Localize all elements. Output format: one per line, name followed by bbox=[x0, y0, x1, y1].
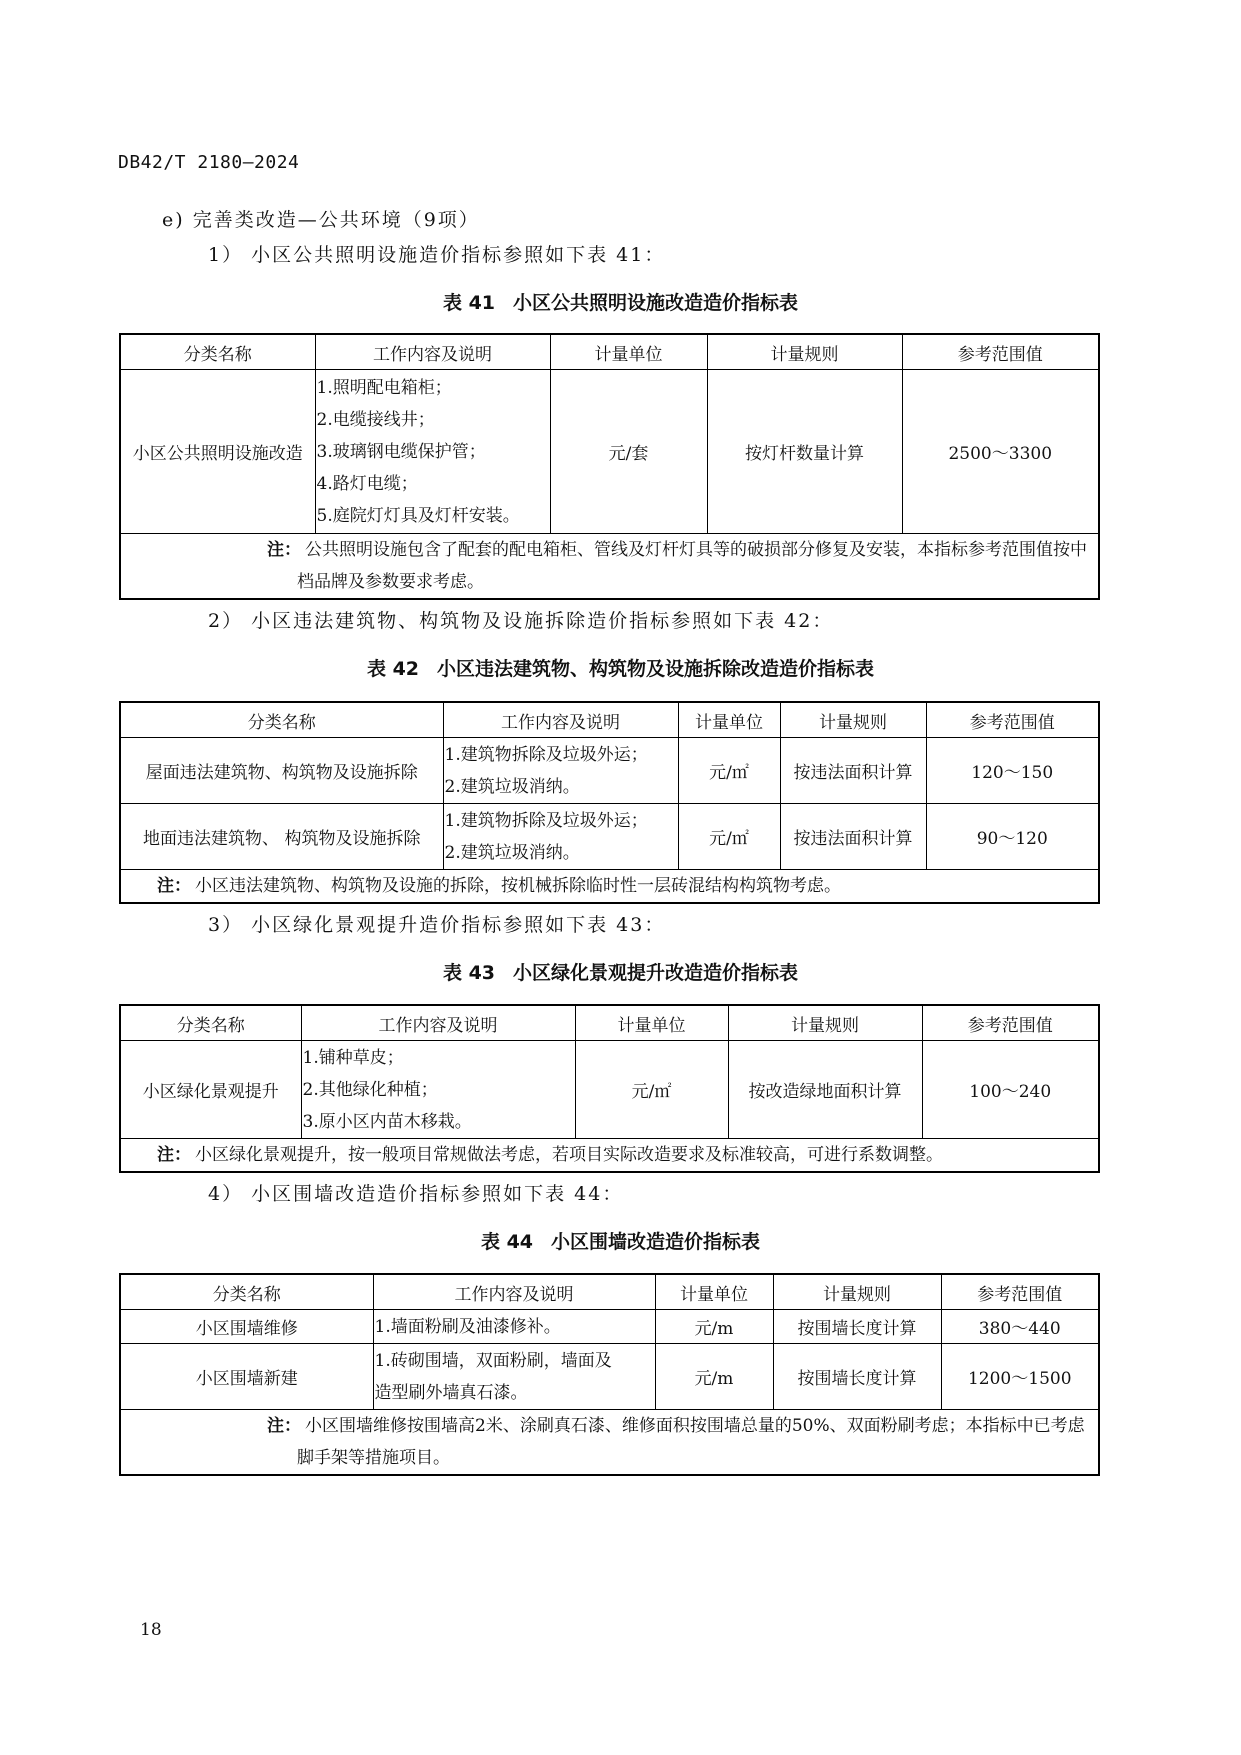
table42-header-rule: 计量规则 bbox=[780, 702, 926, 738]
table-row bbox=[120, 370, 1099, 534]
table41-intro: 1） 小区公共照明设施造价指标参照如下表 41： bbox=[208, 244, 666, 266]
table43-header-rule: 计量规则 bbox=[728, 1005, 922, 1041]
table-row bbox=[120, 1344, 1099, 1410]
note-label: 注： bbox=[267, 540, 301, 560]
list-item: 4.路灯电缆； bbox=[316, 473, 418, 494]
table-row bbox=[120, 738, 1099, 804]
table42-caption bbox=[0, 654, 1241, 681]
list-item: 3.原小区内苗木移栽。 bbox=[302, 1111, 472, 1132]
table41-header-content: 工作内容及说明 bbox=[315, 334, 550, 370]
table41-header-range: 参考范围值 bbox=[902, 334, 1099, 370]
category-cell: 屋面违法建筑物、构筑物及设施拆除 bbox=[120, 738, 443, 804]
table42-note-row bbox=[120, 870, 1099, 904]
table44-header-range: 参考范围值 bbox=[941, 1274, 1099, 1310]
category-cell: 小区绿化景观提升 bbox=[120, 1041, 301, 1139]
rule-cell: 按违法面积计算 bbox=[780, 738, 926, 804]
table42-header-category: 分类名称 bbox=[120, 702, 443, 738]
list-item: 1.墙面粉刷及油漆修补。 bbox=[374, 1316, 561, 1337]
rule-cell: 按灯杆数量计算 bbox=[707, 370, 902, 534]
category-cell: 小区围墙新建 bbox=[120, 1344, 373, 1410]
note-text: 公共照明设施包含了配套的配电箱柜、管线及灯杆灯具等的破损部分修复及安装，本指标参考范围值按中档品牌及参数要求考虑。 bbox=[297, 540, 1087, 592]
list-item: 3.玻璃钢电缆保护管； bbox=[316, 441, 486, 462]
note-label: 注： bbox=[157, 1145, 191, 1165]
table43 bbox=[119, 1004, 1100, 1173]
range-cell: 120～150 bbox=[926, 738, 1099, 804]
content-cell bbox=[373, 1310, 655, 1344]
content-cell bbox=[373, 1344, 655, 1410]
category-cell: 小区公共照明设施改造 bbox=[120, 370, 315, 534]
table44-caption-number: 表 44 bbox=[480, 1231, 534, 1253]
table42-header-row bbox=[120, 702, 1099, 738]
table41-caption-title: 小区公共照明设施改造造价指标表 bbox=[513, 292, 799, 314]
table42-intro: 2） 小区违法建筑物、构筑物及设施拆除造价指标参照如下表 42： bbox=[208, 610, 834, 632]
table44-header-row bbox=[120, 1274, 1099, 1310]
category-cell: 地面违法建筑物、 构筑物及设施拆除 bbox=[120, 804, 443, 870]
list-item: 2.建筑垃圾消纳。 bbox=[444, 776, 580, 797]
table42-note bbox=[120, 870, 1099, 904]
table44-header-category: 分类名称 bbox=[120, 1274, 373, 1310]
category-cell: 小区围墙维修 bbox=[120, 1310, 373, 1344]
note-text: 小区绿化景观提升，按一般项目常规做法考虑，若项目实际改造要求及标准较高，可进行系数调整。 bbox=[195, 1145, 943, 1165]
table44-note bbox=[120, 1410, 1099, 1476]
unit-cell: 元/套 bbox=[550, 370, 707, 534]
list-item: 1.建筑物拆除及垃圾外运； bbox=[444, 810, 648, 831]
table41 bbox=[119, 333, 1100, 600]
table43-note-row bbox=[120, 1139, 1099, 1173]
table-row bbox=[120, 1310, 1099, 1344]
table43-header-row bbox=[120, 1005, 1099, 1041]
list-item: 2.建筑垃圾消纳。 bbox=[444, 842, 580, 863]
table-row bbox=[120, 804, 1099, 870]
rule-cell: 按改造绿地面积计算 bbox=[728, 1041, 922, 1139]
table41-header-row bbox=[120, 334, 1099, 370]
table43-caption-number: 表 43 bbox=[442, 962, 496, 984]
table43-header-category: 分类名称 bbox=[120, 1005, 301, 1041]
note-label: 注： bbox=[267, 1416, 301, 1436]
range-cell: 2500～3300 bbox=[902, 370, 1099, 534]
table44-header-content: 工作内容及说明 bbox=[373, 1274, 655, 1310]
table42-caption-number: 表 42 bbox=[366, 658, 420, 680]
list-item: 5.庭院灯灯具及灯杆安装。 bbox=[316, 505, 520, 526]
range-cell: 1200～1500 bbox=[941, 1344, 1099, 1410]
content-cell bbox=[301, 1041, 575, 1139]
rule-cell: 按违法面积计算 bbox=[780, 804, 926, 870]
table43-header-range: 参考范围值 bbox=[922, 1005, 1099, 1041]
table41-header-rule: 计量规则 bbox=[707, 334, 902, 370]
table43-intro: 3） 小区绿化景观提升造价指标参照如下表 43： bbox=[208, 914, 666, 936]
table43-note bbox=[120, 1139, 1099, 1173]
content-cell bbox=[315, 370, 550, 534]
table41-note-row bbox=[120, 534, 1099, 600]
table42 bbox=[119, 701, 1100, 904]
table42-header-content: 工作内容及说明 bbox=[443, 702, 678, 738]
table41-note bbox=[120, 534, 1099, 600]
list-item: 造型刷外墙真石漆。 bbox=[374, 1382, 528, 1403]
note-text: 小区违法建筑物、构筑物及设施的拆除，按机械拆除临时性一层砖混结构构筑物考虑。 bbox=[195, 876, 841, 896]
rule-cell: 按围墙长度计算 bbox=[773, 1310, 941, 1344]
unit-cell: 元/m bbox=[655, 1310, 773, 1344]
table44 bbox=[119, 1273, 1100, 1476]
table41-header-category: 分类名称 bbox=[120, 334, 315, 370]
content-cell bbox=[443, 738, 678, 804]
note-text: 小区围墙维修按围墙高2米、涂刷真石漆、维修面积按围墙总量的50%、双面粉刷考虑；本指标中已考虑脚手架等措施项目。 bbox=[297, 1416, 1085, 1468]
table41-header-unit: 计量单位 bbox=[550, 334, 707, 370]
table41-caption-number: 表 41 bbox=[442, 292, 496, 314]
unit-cell: 元/㎡ bbox=[575, 1041, 728, 1139]
table44-caption bbox=[0, 1227, 1241, 1254]
unit-cell: 元/m bbox=[655, 1344, 773, 1410]
content-cell bbox=[443, 804, 678, 870]
table44-intro: 4） 小区围墙改造造价指标参照如下表 44： bbox=[208, 1183, 624, 1205]
table42-caption-title: 小区违法建筑物、构筑物及设施拆除改造造价指标表 bbox=[437, 658, 875, 680]
table44-header-unit: 计量单位 bbox=[655, 1274, 773, 1310]
note-label: 注： bbox=[157, 876, 191, 896]
table-row bbox=[120, 1041, 1099, 1139]
table43-header-content: 工作内容及说明 bbox=[301, 1005, 575, 1041]
list-item: 2.其他绿化种植； bbox=[302, 1079, 438, 1100]
table44-header-rule: 计量规则 bbox=[773, 1274, 941, 1310]
table44-caption-title: 小区围墙改造造价指标表 bbox=[551, 1231, 761, 1253]
table41-caption bbox=[0, 288, 1241, 315]
list-item: 2.电缆接线井； bbox=[316, 409, 435, 430]
table43-caption-title: 小区绿化景观提升改造造价指标表 bbox=[513, 962, 799, 984]
unit-cell: 元/㎡ bbox=[678, 738, 780, 804]
section-heading: e) 完善类改造—公共环境（9项） bbox=[162, 209, 480, 231]
rule-cell: 按围墙长度计算 bbox=[773, 1344, 941, 1410]
unit-cell: 元/㎡ bbox=[678, 804, 780, 870]
page-number: 18 bbox=[140, 1620, 162, 1640]
table44-note-row bbox=[120, 1410, 1099, 1476]
range-cell: 100～240 bbox=[922, 1041, 1099, 1139]
table43-header-unit: 计量单位 bbox=[575, 1005, 728, 1041]
table42-header-range: 参考范围值 bbox=[926, 702, 1099, 738]
table42-header-unit: 计量单位 bbox=[678, 702, 780, 738]
table43-caption bbox=[0, 958, 1241, 985]
list-item: 1.照明配电箱柜； bbox=[316, 377, 452, 398]
range-cell: 380～440 bbox=[941, 1310, 1099, 1344]
document-code: DB42/T 2180—2024 bbox=[118, 152, 300, 173]
list-item: 1.建筑物拆除及垃圾外运； bbox=[444, 744, 648, 765]
range-cell: 90～120 bbox=[926, 804, 1099, 870]
list-item: 1.铺种草皮； bbox=[302, 1047, 404, 1068]
list-item: 1.砖砌围墙，双面粉刷，墙面及 bbox=[374, 1350, 612, 1371]
